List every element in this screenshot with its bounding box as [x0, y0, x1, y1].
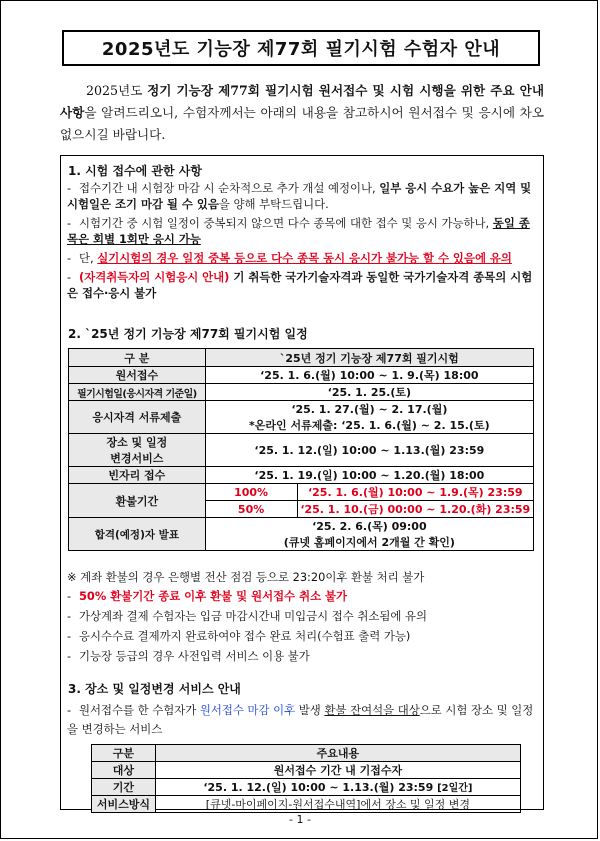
section1-heading: 1. 시험 접수에 관한 사항 [68, 164, 202, 178]
section1-item-1: - 접수기간 내 시험장 마감 시 순차적으로 추가 개설 예정이나, 일부 응시 수요가 높은 지역 및 시험일은 조기 마감 될 수 있음을 양해 부탁드립니다. [67, 181, 532, 211]
intro-text-1: 2025년도 [86, 83, 148, 98]
s2-note5-text: 기능장 등급의 경우 사전입력 서비스 이용 불가 [79, 649, 310, 663]
service-period-days: [2일간] [437, 783, 473, 794]
s1-item2-bold: 동일 종목은 회별 1회만 응시 가능 [67, 216, 530, 246]
s3-text-b: 원서접수 마감 이후 [199, 703, 296, 717]
service-value: [큐넷-마이페이지-원서접수내역]에서 장소 및 일정 변경 [155, 796, 520, 813]
intro-text-2: 을 알려드리오니, 수험자께서는 아래의 내용을 참고하시어 원서접수 및 응시에 차오 없으시길 바랍니다. [60, 105, 544, 142]
service-label: 서비스방식 [92, 796, 156, 813]
s1-item1-tail: 을 양해 부탁드립니다. [218, 197, 329, 211]
s3-text-d: 환불 잔여석을 대상 [324, 703, 420, 717]
s1-item4-red: (자격취득자의 시험응시 안내) [79, 270, 230, 284]
refund-percent: 100% [205, 484, 297, 501]
s1-item2-text: 시험기간 중 시험 일정이 중복되지 않으면 다수 종목에 대한 접수 및 응시 가능하나, [79, 216, 493, 230]
s3-text-a: 원서접수를 한 수험자가 [79, 703, 200, 717]
service-head: 구분 [92, 745, 156, 762]
s1-item3-text: 단, [79, 251, 98, 265]
section2-note-1: ※ 계좌 환불의 경우 은행별 전산 점검 등으로 23:20이후 환불 처리 불가 [67, 570, 425, 584]
schedule-value [205, 401, 533, 434]
table-row [69, 384, 534, 401]
s1-item1-text: 접수기간 내 시험장 마감 시 순차적으로 추가 개설 예정이나, [79, 181, 380, 195]
section3-text: - 원서접수를 한 수험자가 원서접수 마감 이후 발생 환불 잔여석을 대상으로 시험 장소 및 일정을 변경하는 서비스 [67, 703, 534, 736]
refund-percent: 50% [205, 501, 297, 518]
schedule-value-line: ‘25. 2. 6.(목) 09:00 [312, 520, 427, 533]
schedule-head-label: 구 분 [69, 349, 206, 367]
section2-note-5: - 기능장 등급의 경우 사전입력 서비스 이용 불가 [67, 649, 310, 663]
schedule-value: ‘25. 1. 25.(토) [205, 384, 533, 401]
schedule-label: 환불기간 [69, 484, 206, 518]
refund-period: ‘25. 1. 6.(월) 10:00 ~ 1.9.(목) 23:59 [297, 484, 533, 501]
s3-text-c: 발생 [295, 703, 325, 717]
table-row [69, 367, 534, 384]
table-row [69, 467, 534, 484]
schedule-value-line: (큐넷 홈페이지에서 2개월 간 확인) [283, 536, 455, 549]
service-period: ‘25. 1. 12.(일) 10:00 ~ 1.13.(월) 23:59 [203, 781, 434, 794]
page-number: - 1 - [289, 813, 311, 826]
service-head: 주요내용 [155, 745, 520, 762]
table-row [69, 401, 534, 434]
table-row [92, 762, 521, 779]
section2-note-3: - 가상계좌 결제 수험자는 입금 마감시간내 미입금시 접수 취소됨에 유의 [67, 609, 428, 623]
table-row [69, 518, 534, 551]
schedule-label [69, 434, 206, 467]
section3-heading: 3. 장소 및 일정변경 서비스 안내 [68, 682, 241, 696]
intro-bold: 정기 기능장 제77회 필기시험 원서접수 및 시험 시행을 위한 주요 안내사항 [60, 83, 544, 120]
table-row [92, 796, 521, 813]
table-row [92, 745, 521, 762]
schedule-value [205, 518, 533, 551]
intro-paragraph [60, 80, 544, 146]
service-table [91, 744, 521, 813]
section1-item-4: - (자격취득자의 시험응시 안내) 기 취득한 국가기술자격과 동일한 국가기술자격 종목의 시험은 접수·응시 불가 [67, 270, 533, 300]
notice-box [60, 155, 544, 810]
schedule-label: 필기시험일(응시자격 기준일) [69, 384, 206, 401]
service-label: 대상 [92, 762, 156, 779]
s2-note3-text: 가상계좌 결제 수험자는 입금 마감시간내 미입금시 접수 취소됨에 유의 [79, 609, 428, 623]
section2-note-4: - 응시수수료 결제까지 완료하여야 접수 완료 처리(수험표 출력 가능) [67, 629, 411, 643]
page-title: 2025년도 기능장 제77회 필기시험 수험자 안내 [62, 30, 540, 66]
schedule-value-line: *온라인 서류제출: ‘25. 1. 6.(월) ~ 2. 15.(토) [249, 419, 490, 432]
schedule-value: ‘25. 1. 12.(일) 10:00 ~ 1.13.(월) 23:59 [205, 434, 533, 467]
schedule-value: ‘25. 1. 6.(월) 10:00 ~ 1. 9.(목) 18:00 [205, 367, 533, 384]
schedule-label: 원서접수 [69, 367, 206, 384]
s1-item3-bold: 실기시험의 경우 일정 중복 등으로 다수 종목 동시 응시가 불가능 할 수 있음에 유의 [97, 251, 512, 265]
schedule-value: ‘25. 1. 19.(일) 10:00 ~ 1.20.(월) 18:00 [205, 467, 533, 484]
schedule-label: 합격(예정)자 발표 [69, 518, 206, 551]
section1-item-3: - 단, 실기시험의 경우 일정 중복 등으로 다수 종목 동시 응시가 불가능 할 수 있음에 유의 [67, 251, 512, 265]
service-label: 기간 [92, 779, 156, 796]
schedule-label: 빈자리 접수 [69, 467, 206, 484]
schedule-label: 응시자격 서류제출 [69, 401, 206, 434]
schedule-value-line: ‘25. 1. 27.(월) ~ 2. 17.(월) [291, 403, 448, 416]
table-row [69, 349, 534, 367]
s2-note4-text: 응시수수료 결제까지 완료하여야 접수 완료 처리(수험표 출력 가능) [79, 629, 411, 643]
s1-item4-bold: 기 취득한 국가기술자격과 동일한 국가기술자격 종목의 시험은 접수·응시 불가 [67, 270, 533, 300]
s2-note2-text: 50% 환불기간 종료 이후 환불 및 원서접수 취소 불가 [79, 589, 348, 603]
section1-item-2: - 시험기간 중 시험 일정이 중복되지 않으면 다수 종목에 대한 접수 및 응시 가능하나, 동일 종목은 회별 1회만 응시 가능 [67, 216, 530, 246]
refund-period: ‘25. 1. 10.(금) 00:00 ~ 1.20.(화) 23:59 [297, 501, 533, 518]
service-value [155, 779, 520, 796]
table-row [69, 434, 534, 467]
schedule-table [68, 348, 534, 551]
schedule-head-value: `25년 정기 기능장 제77회 필기시험 [205, 349, 533, 367]
schedule-label-line: 장소 및 일정 [106, 436, 168, 449]
table-row [69, 484, 534, 501]
section2-note-2: - 50% 환불기간 종료 이후 환불 및 원서접수 취소 불가 [67, 589, 348, 603]
service-value: 원서접수 기간 내 기접수자 [155, 762, 520, 779]
s3-text-e: 으로 시험 장소 및 일정을 변경하는 서비스 [67, 703, 534, 736]
s1-item1-bold: 일부 응시 수요가 높은 지역 및 시험일은 조기 마감 될 수 있음 [67, 181, 532, 211]
schedule-label-line: 변경서비스 [110, 452, 164, 465]
section2-heading: 2. `25년 정기 기능장 제77회 필기시험 일정 [68, 327, 308, 341]
table-row [92, 779, 521, 796]
